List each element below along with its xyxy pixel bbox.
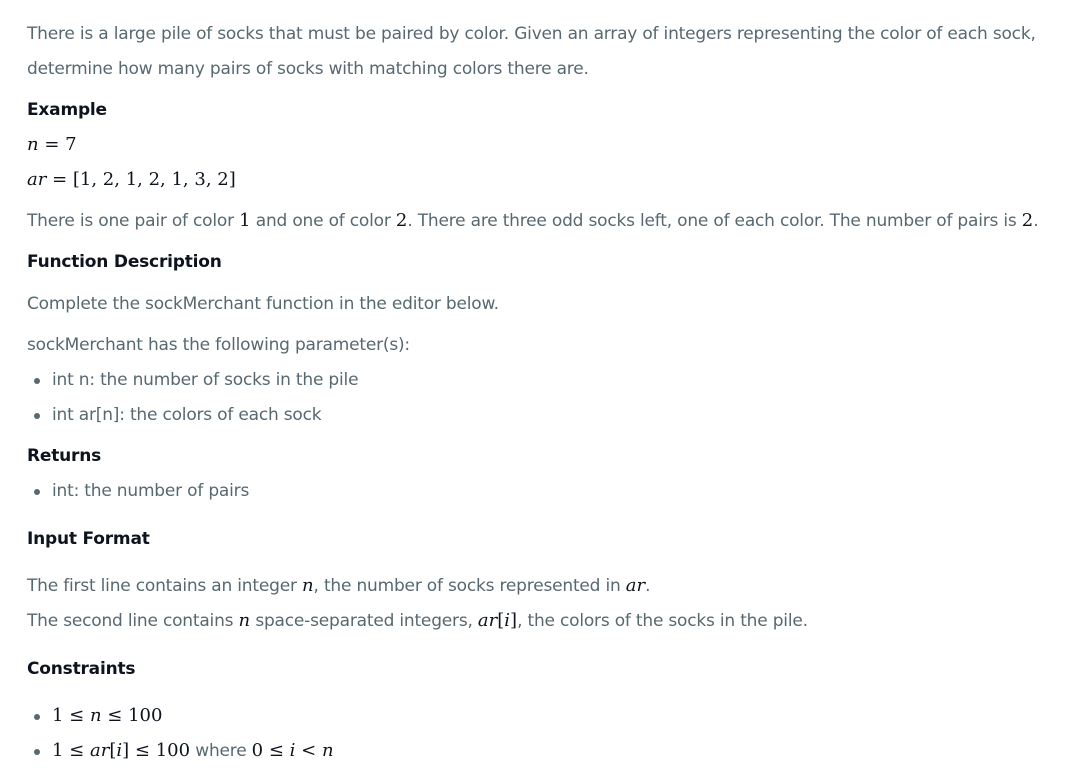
example-explanation <box>27 211 1038 231</box>
input-text: space-separated integers, <box>250 611 478 631</box>
equals-sign: = <box>46 169 73 190</box>
bullet-icon <box>34 489 40 495</box>
constraint-min: 1 <box>52 705 64 726</box>
input-format-line-1 <box>27 576 650 596</box>
example-n-formula <box>27 135 77 155</box>
constraints-heading: Constraints <box>27 659 136 679</box>
example-ar-formula <box>27 170 236 190</box>
explanation-text: . <box>1033 211 1039 231</box>
n-variable: n <box>27 134 39 155</box>
constraint-item-2 <box>52 741 334 761</box>
bracket-open: [ <box>109 740 117 761</box>
example-heading: Example <box>27 100 107 120</box>
explanation-text: . There are three odd socks left, one of each color. The number of pairs is <box>407 211 1022 231</box>
returns-item: int: the number of pairs <box>52 481 250 501</box>
le-symbol: ≤ <box>63 705 90 726</box>
input-text: The first line contains an integer <box>27 576 302 596</box>
n-variable: n <box>89 705 102 726</box>
constraint-max: 100 <box>155 740 191 761</box>
index-variable: i <box>289 740 296 761</box>
index-variable: i <box>504 610 511 631</box>
le-symbol: ≤ <box>129 740 156 761</box>
explanation-text: There is one pair of color <box>27 211 240 231</box>
n-variable: n <box>301 575 314 596</box>
intro-line-1: There is a large pile of socks that must be paired by color. Given an array of integers representing the color of each sock, <box>27 24 1036 44</box>
bullet-icon <box>34 714 40 720</box>
ar-value: [1, 2, 1, 2, 1, 3, 2] <box>72 169 236 190</box>
le-symbol: ≤ <box>263 740 290 761</box>
le-symbol: ≤ <box>63 740 90 761</box>
intro-line-2: determine how many pairs of socks with matching colors there are. <box>27 59 589 79</box>
ar-variable: ar <box>625 575 646 596</box>
le-symbol: ≤ <box>101 705 129 726</box>
function-params-text: sockMerchant has the following parameter(s): <box>27 335 410 355</box>
color-value-2: 2 <box>395 210 408 231</box>
param-item: int n: the number of socks in the pile <box>52 370 359 390</box>
bracket-close: ] <box>122 740 130 761</box>
ar-variable: ar <box>477 610 498 631</box>
explanation-text: and one of color <box>250 211 396 231</box>
bullet-icon <box>34 378 40 384</box>
color-value-1: 1 <box>239 210 251 231</box>
bullet-icon <box>34 413 40 419</box>
bracket-close: ] <box>510 610 518 631</box>
constraint-max: 100 <box>128 705 163 726</box>
bullet-icon <box>34 749 40 755</box>
constraint-item-1 <box>52 706 162 726</box>
n-variable: n <box>321 740 334 761</box>
pairs-value: 2 <box>1021 210 1034 231</box>
input-text: , the number of socks represented in <box>313 576 626 596</box>
constraint-min: 1 <box>52 740 64 761</box>
n-value: 7 <box>65 134 77 155</box>
input-text: The second line contains <box>27 611 239 631</box>
bracket-open: [ <box>497 610 505 631</box>
lt-symbol: < <box>295 740 322 761</box>
function-complete-text: Complete the sockMerchant function in the editor below. <box>27 294 499 314</box>
equals-sign: = <box>38 134 66 155</box>
returns-heading: Returns <box>27 446 102 466</box>
constraint-zero: 0 <box>251 740 264 761</box>
input-format-heading: Input Format <box>27 529 150 549</box>
input-text: . <box>645 576 651 596</box>
input-format-line-2 <box>27 611 808 631</box>
function-description-heading: Function Description <box>27 252 222 272</box>
where-text: where <box>190 741 252 761</box>
ar-variable: ar <box>89 740 110 761</box>
ar-variable: ar <box>27 169 47 190</box>
param-item: int ar[n]: the colors of each sock <box>52 405 322 425</box>
index-variable: i <box>116 740 123 761</box>
input-text: , the colors of the socks in the pile. <box>517 611 808 631</box>
n-variable: n <box>238 610 251 631</box>
